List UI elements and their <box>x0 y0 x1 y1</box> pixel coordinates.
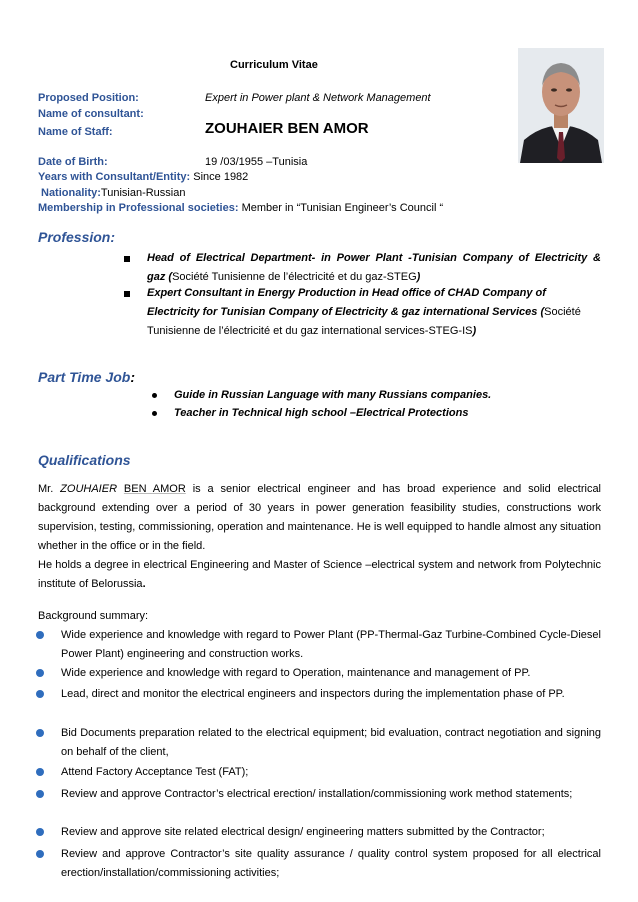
blue-bullet-icon <box>36 690 44 698</box>
background-item: Review and approve site related electrical design/ engineering matters submitted by the Contractor; <box>61 826 545 838</box>
qualifications-paragraph-2: He holds a degree in electrical Engineering and Master of Science –electrical system and network from Polytechnic institute of Belorussia. <box>38 559 601 590</box>
qualifications-paragraph-1: Mr. ZOUHAIER BEN AMOR is a senior electrical engineer and has broad experience and solid electrical background extending over a period of 30 years in power generation feasibility studies, constructions work supervision, testing, commissioning, operation and maintenance. He is well equipped to handle almost any situation whether in the office or in the field. <box>38 483 601 552</box>
proposed-position-value: Expert in Power plant & Network Management <box>205 92 431 104</box>
background-item: Wide experience and knowledge with regard to Power Plant (PP-Thermal-Gaz Turbine-Combined Cycle-Diesel Power Plant) engineering and construction works. <box>61 629 601 660</box>
staff-label: Name of Staff: <box>38 126 113 138</box>
background-heading: Background summary: <box>38 610 149 622</box>
consultant-label: Name of consultant: <box>38 108 144 120</box>
years-value: Since 1982 <box>193 171 249 183</box>
blue-bullet-icon <box>36 669 44 677</box>
part-time-heading: Part Time Job: <box>38 369 135 385</box>
nationality-label: Nationality: <box>41 187 101 199</box>
profession-item1-line1: Head of Electrical Department- in Power Plant -Tunisian Company of Electricity & <box>147 252 601 264</box>
membership-label: Membership in Professional societies: <box>38 202 239 214</box>
blue-bullet-icon <box>36 828 44 836</box>
blue-bullet-icon <box>36 729 44 737</box>
blue-bullet-icon <box>36 768 44 776</box>
years-row <box>38 170 248 184</box>
square-bullet-icon <box>124 256 130 262</box>
portrait-photo <box>518 48 604 163</box>
profession-item2-line3: Tunisienne de l’électricité et du gaz international services-STEG-IS) <box>147 325 477 337</box>
staff-name: ZOUHAIER BEN AMOR <box>205 120 369 137</box>
membership-value: Member in “Tunisian Engineer’s Council “ <box>241 202 444 214</box>
dob-label: Date of Birth: <box>38 156 108 168</box>
nationality-row <box>41 186 185 200</box>
years-label: Years with Consultant/Entity: <box>38 171 191 183</box>
blue-bullet-icon <box>36 850 44 858</box>
proposed-position-label: Proposed Position: <box>38 92 139 104</box>
membership-row <box>38 201 443 215</box>
square-bullet-icon <box>124 291 130 297</box>
part-time-item: Teacher in Technical high school –Electrical Protections <box>174 407 469 419</box>
profession-heading: Profession: <box>38 229 116 245</box>
background-item: Attend Factory Acceptance Test (FAT); <box>61 766 249 778</box>
page-title: Curriculum Vitae <box>230 59 318 71</box>
blue-bullet-icon <box>36 790 44 798</box>
profession-item1-line2: gaz (Société Tunisienne de l’électricité et du gaz-STEG) <box>147 271 421 283</box>
round-bullet-icon <box>152 393 157 398</box>
background-item: Review and approve Contractor’s site quality assurance / quality control system proposed for all electrical erection/installation/commissioning activities; <box>61 848 601 879</box>
profession-item2-line1: Expert Consultant in Energy Production in Head office of CHAD Company of <box>147 287 546 299</box>
round-bullet-icon <box>152 411 157 416</box>
nationality-value: Tunisian-Russian <box>100 187 186 199</box>
background-item: Wide experience and knowledge with regard to Operation, maintenance and management of PP. <box>61 667 531 679</box>
part-time-item: Guide in Russian Language with many Russians companies. <box>174 389 492 401</box>
qualifications-heading: Qualifications <box>38 452 131 468</box>
profession-item2-line2: Electricity for Tunisian Company of Electricity & gaz international Services (Société <box>147 306 581 318</box>
background-item: Review and approve Contractor’s electrical erection/ installation/commissioning work method statements; <box>61 788 573 800</box>
blue-bullet-icon <box>36 631 44 639</box>
dob-value: 19 /03/1955 –Tunisia <box>205 156 308 168</box>
background-item: Bid Documents preparation related to the electrical equipment; bid evaluation, contract negotiation and signing on behalf of the client, <box>61 727 601 758</box>
background-item: Lead, direct and monitor the electrical engineers and inspectors during the implementation phase of PP. <box>61 688 565 700</box>
